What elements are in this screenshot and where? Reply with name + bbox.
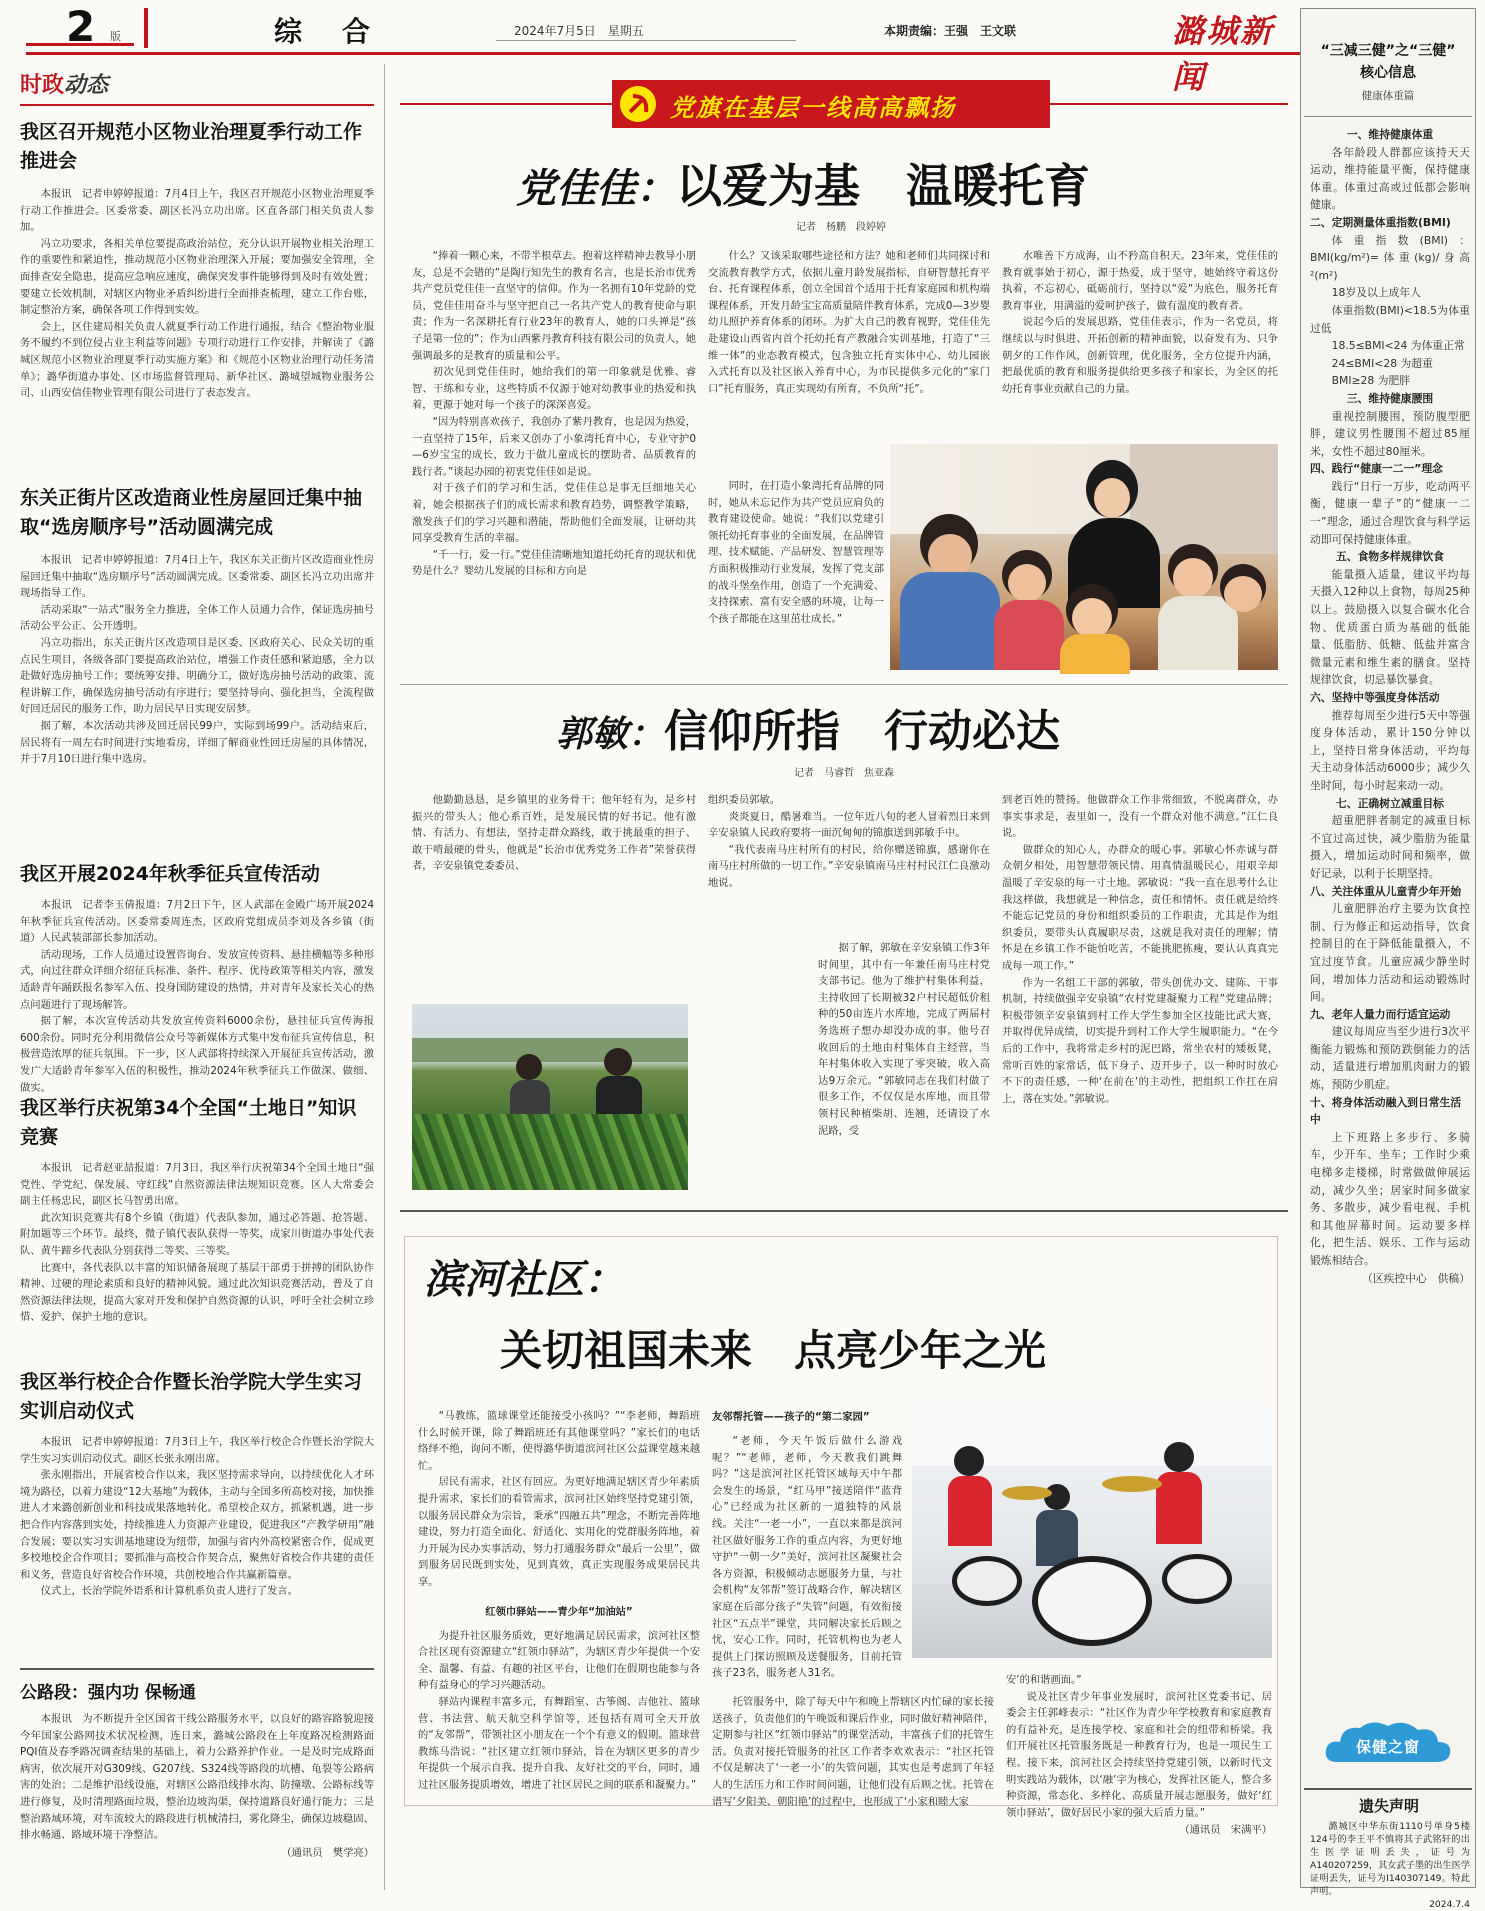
item-text: 24≤BMI<28 为超重 [1331,356,1433,370]
paragraph: 托管服务中，除了每天中午和晚上帮辖区内忙碌的家长接送孩子，负责他们的午晚饭和课后作业，同时做好精神陪伴，定期参与社区“红领巾驿站”的课堂活动，丰富孩子们的托管生活。负责对接托管服务的社区工作者李欢欢表示：“社区托管不仅是解决了‘一老一小’的失管问题，其实也是考虑到了年轻人的生活压力和工作时间问题，让他们没有后顾之忧。托管在谱写‘夕阳美、朝阳艳’的过程中，也形成了‘小家和睦大家 [712,1696,994,1808]
story2-col1 [412,792,696,875]
column-heading-black: 动态 [64,72,109,98]
item-heading: 九、老年人量力而行适宜运动 [1310,1007,1451,1021]
item-heading: 三、维持健康腰围 [1346,391,1434,405]
paragraph: 活动采取“一站式”服务全力推进，全体工作人员通力合作，保证选房抽号活动公平公正、公开透明。 [20,603,374,633]
paragraph: 本报讯 记者申婷婷报道：7月3日上午，我区举行校企合作暨长治学院大学生实习实训启动仪式。副区长张永刚出席。 [20,1436,374,1465]
paragraph: 比赛中，各代表队以丰富的知识储备展现了基层干部勇于拼搏的团队协作精神、过硬的理论素质和良好的精神风貌。通过此次知识竞赛活动，普及了自然资源法律法规，提高大家对开发和保护自然资源的认识，呼吁全社会树立珍惜、爱护、保护土地的意识。 [20,1261,374,1324]
item-heading: 六、坚持中等强度身体活动 [1310,691,1440,704]
article-property-management [20,118,374,402]
article-school-enterprise [20,1368,374,1600]
item-text: BMI≥28 为肥胖 [1331,374,1411,388]
sidebar-header [1304,40,1472,103]
story2-col3 [1002,792,1278,1107]
paragraph: 炎炎夏日，酷暑难当。一位年近八旬的老人冒着烈日来到辛安泉镇人民政府要将一面沉甸甸的锦旗送到郭敏手中。 [708,810,990,840]
paragraph: 会上，区住建局相关负责人就夏季行动工作进行通报，结合《整治物业服务不履约不到位侵占业主利益等问题》专项行动进行工作安排，并解读了《潞城区规范小区物业治理夏季行动实施方案》和《规范小区物业治理行动任务清单》；潞华街道办事处、区市场监督管理局、新华社区、潞城望城物业服务公司、山西安信佳物业管理有限公司进行了表态发言。 [20,320,374,400]
paragraph: 仪式上，长治学院外语系和计算机系负责人进行了发言。 [40,1585,299,1598]
story1-col2a [708,248,990,397]
paragraph: 同时，在打造小象湾托育品牌的同时，她从未忘记作为共产党员应肩负的教育建设使命。她说：“我们以党建引领托幼托育事业的全面发展，在品牌管理、技术赋能、产品研发、智慧管理等方面积极推动行业发展，发挥了党支部的战斗堡垒作用，创造了一个充满爱、支持探索、富有安全感的环境，让每一个孩子都能在这里茁壮成长。” [708,480,884,625]
story1-person: 党佳佳： [516,165,676,212]
story3-org: 滨河社区： [424,1256,624,1303]
story2-col2b [818,940,990,1139]
item-heading: 五、食物多样规律饮食 [1336,550,1444,564]
article-title: 东关正街片区改造商业性房屋回迁集中抽取“选房顺序号”活动圆满完成 [20,487,363,538]
editors: 本期责编：王强 王文联 [884,24,1017,38]
column-heading [20,68,108,99]
sidebar-subtitle: 核心信息 [1360,65,1416,81]
article-land-day-quiz [20,1094,374,1326]
item-text: 超重肥胖者制定的减重目标不宜过高过快，减少脂肪为能量摄入，增加运动时间和频率，做好记录，以利于长期坚持。 [1310,814,1470,880]
story1-col2b [708,478,884,627]
story3-title: 关切祖国未来 点亮少年之光 [500,1326,1047,1375]
photo-music-class [912,1406,1272,1658]
paragraph: 张永刚指出，开展省校合作以来，我区坚持需求导向，以持续优化人才环境为路径，以着力建设“12大基地”为载体，主动与全国多所高校对接，加快推进人才来潞创新创业和科技成果落地转化。希望校企双方，抓紧机遇，进一步把合作内容落到实处，持续推进人力资源产业建设，促进我区“产教学研用”融合发展；要以实习实训基地建设为纽带，加强与省内外高校紧密合作，促成更多校地校企合作项目；要抓准与高校合作契合点，聚焦好省校合作共建的责任和义务，营造良好省校合作环境，共创校地合作共赢新篇章。 [20,1469,374,1581]
subheading: 友邻帮托管——孩子的“第二家园” [712,1411,870,1423]
paragraph: 居民有需求，社区有回应。为更好地满足辖区青少年素质提升需求，家长们的看管需求，滨河社区始终坚持党建引领，以服务居民群众为宗旨，秉承“四融五共”理念，不断完善阵地建设，努力打造全面化、舒适化、实用化的党群服务阵地，着力开展为民办实事活动，努力打通服务群众“最后一公里”，做到服务居民既到实处，见到真效，真正实现服务成果居民共享。 [418,1476,700,1588]
banner-text: 党旗在基层一线高高飘扬 [670,93,956,122]
credit: （区疾控中心 供稿） [1362,1271,1470,1285]
paragraph: 本报讯 记者申婷婷报道：7月4日上午，我区召开规范小区物业治理夏季行动工作推进会。区委常委、副区长冯立功出席。区直各部门相关负责人参加。 [20,188,374,234]
paragraph: 驿站内课程丰富多元，有舞蹈室、古筝阁、吉他社、篮球营、书法营、航天航空科学馆等，还包括有周可全天开放的“友邻帮”，带领社区小朋友在一个个有意义的假期。篮球营教练马浩说：“社区建立红领巾驿站，旨在为辖区更多的青少年提供一个展示自我、提升自我、友好社交的平台，同时，通过社区服务提质增效，增进了社区居民之间的联系和凝聚力。” [418,1695,700,1791]
story2-byline: 记者 马睿哲 焦亚森 [794,768,894,779]
health-window-logo [1320,1716,1456,1772]
item-heading: 四、践行“健康一二一”理念 [1310,462,1443,476]
article-title: 公路段：强内功 保畅通 [20,1683,196,1703]
paragraph: 安’的和谐画面。” [1006,1674,1082,1686]
item-heading: 十、将身体活动融入到日常生活中 [1310,1095,1462,1127]
item-text: 上下班路上多步行、多骑车，少开车、坐车；工作时少乘电梯多走楼梯，时常做做伸展运动，减少久坐；居家时间多做家务、多散步，减少看电视、手机和其他屏幕时间。运动要多样化，把生活、娱乐、工作与运动锻炼相结合。 [1310,1130,1470,1267]
paragraph: “千一行，爱一行。”党佳佳清晰地知道托幼托育的现状和优势是什么？婴幼儿发展的目标和方向是 [412,548,696,578]
item-text: 体重指数(BMI)<18.5为体重过低 [1310,303,1470,335]
item-text: 18.5≤BMI<24 为体重正常 [1331,339,1465,353]
paragraph: 初次见到党佳佳时，她给我们的第一印象就是优雅、睿智、干练和专业，这些特质不仅源于她对幼教事业的热爱和执着，更源于她对每一个孩子的深深喜爱。 [412,366,696,412]
article-relocation-lottery [20,484,374,768]
health-items [1310,126,1470,1287]
paragraph: 做群众的知心人，办群众的暖心事。郭敏心怀赤诚与群众朝夕相处，用智慧带领民情、用真情温暖民心，用艰辛却温暖了辛安泉的每一寸土地。郭敏说：“我一直在思考什么让我这样做，我想就是一种信念，责任和情怀。责任就是给终不能忘记党员的身份和组织委员的工作职责，尤其是作为组织委员，要带头认真履职尽责，这就是我对责任的理解；情怀是在乡镇工作不能怕吃苦，不能挑肥拣瘦，要认认真真完成每一项工作。” [1002,843,1278,972]
lost-notice [1308,1794,1470,1818]
sidebar-source: 健康体重篇 [1361,90,1415,102]
paragraph: 据了解，本次宣传活动共发放宣传资料6000余份，悬挂征兵宣传海报600余份。同时充分利用微信公众号等新媒体方式集中发布征兵宣传信息，积极营造浓厚的征兵氛围。下一步，区人武部将持续深入开展征兵宣传活动，激发广大适龄青年参军入伍的积极性，推动2024年秋季征兵工作做深、做细、做实。 [20,1015,374,1094]
paragraph: 作为一名组工干部的郭敏，带头创优办文、建陈、干事机制，持续做强辛安泉镇“农村党建凝聚力工程”党建品牌；积极带领辛安泉镇到村工作大学生参加全区技能比武大赛，并取得优异成绩，切实提升到村工作大学生履职能力。“在今后的工作中，我将常走乡村的泥巴路，常坐农村的矮板凳，常听百姓的家常话，低下身子、迈开步子，以一种时时放心不下的责任感，一种‘在前在’的主动性，把组织工作扛在肩上，落在实处。”郭敏说。 [1002,976,1278,1105]
item-text: 重视控制腰围，预防腹型肥胖，建议男性腰围不超过85厘米，女性不超过80厘米。 [1310,409,1470,458]
article-title: 我区召开规范小区物业治理夏季行动工作推进会 [20,121,363,172]
article-road-maintenance [20,1678,374,1859]
paragraph: 本报讯 记者申婷婷报道：7月4日上午，我区东关正街片区改造商业性房屋回迁集中抽取“选房顺序号”活动圆满完成。区委常委、副区长冯立功出席并现场指导工作。 [20,554,374,600]
party-banner [612,80,1050,128]
photo-childcare-classroom [890,444,1278,670]
paragraph: “老师，今天午饭后做什么游戏呢？”“老师，老师，今天教我们跳舞吗？”这是滨河社区托管区域每天中午都会发生的场景，“红马甲”接送陪伴“蓝背心”已经成为社区新的一道独特的风景线。关注“一老一小”，一直以来都是滨河社区做好服务工作的重点内容，为更好地守护“一朝一夕”美好，滨河社区凝聚社会各方资源，积极倾动志愿服务力量，与社会机构“友邻帮”签订战略合作，解决辖区家庭在后部分孩子“失管”问题，有效衔接社区“五点半”课堂，共同解决家长后顾之忧，安心工作。同时，托管机构也为老人提供上门探访照顾及送餐服务，目前托管孩子23名，服务老人31名。 [712,1435,902,1680]
item-text: 体重指数(BMI)：BMI(kg/m²)=体重(kg)/身高²(m²) [1310,233,1470,282]
paragraph: 到老百姓的赞扬。他做群众工作非常细致，不脱离群众，办事实事求是，表里如一，没有一个群众对他不满意。”江仁良说。 [1002,794,1278,840]
section-title: 综 合 [274,15,377,48]
article-title: 我区举行庆祝第34个全国“土地日”知识竞赛 [20,1097,357,1148]
story3-col3 [1006,1672,1272,1836]
issue-date: 2024年7月5日 星期五 [514,24,644,38]
paragraph: 他勤勤恳恳，是乡镇里的业务骨干；他年轻有为，是乡村振兴的带头人；他心系百姓，是发展民情的好书记。他有激情、有活力、有想法，坚持走群众路线，敢于挑最重的担子、敢干啃最硬的骨头，他就是“长治市优秀党务工作者”荣誉获得者，辛安泉镇党委委员、 [412,794,696,873]
paragraph: 活动现场，工作人员通过设置咨询台、发放宣传资料、悬挂横幅等多种形式，向过往群众详细介绍征兵标准、条件、程序、优待政策等相关内容，激发适龄青年踊跃报名参军入伍、投身国防建设的热情，并对青年及家长关心的热点问题进行了现场解答。 [20,948,374,1011]
paragraph: “捧着一颗心来，不带半根草去。抱着这样精神去教导小朋友，总是不会错的”是陶行知先生的教育名言，也是长治市优秀共产党员党佳佳一直坚守的信仰。作为一名拥有10年党龄的党员，党佳佳用奋斗与坚守把自己一名共产党人的教育使命与职责；作为一名深耕托育行业23年的教育人，她的口头禅是“孩子是第一位的”；作为山西紫丹教育科技有限公司的负责人，她强调最多的是教育的质量和公平。 [412,250,696,362]
notice-date: 2024.7.4 [1429,1899,1470,1910]
paragraph: 说起今后的发展思路，党佳佳表示，作为一名党员，将继续以与时俱进、开拓创新的精神面貌，以奋发有为、只争朝夕的工作作风，创新管理，优化服务，全方位提升内涵，把最优质的教育和服务提供给更多孩子和家长，为全区的托幼托育事业贡献自己的力量。 [1002,316,1278,395]
notice-title: 遗失声明 [1358,1797,1419,1815]
paragraph: “我代表南马庄村所有的村民，给你赠送锦旗，感谢你在南马庄村所做的一切工作。”辛安泉镇南马庄村村民江仁良激动地说。 [708,843,990,889]
party-emblem-icon [620,86,656,122]
sidebar-title: “三减三健”之“三健” [1320,43,1456,59]
subheading: 红领巾驿站——青少年“加油站” [485,1605,633,1618]
paragraph: 此次知识竞赛共有8个乡镇（街道）代表队参加，通过必答题、抢答题、附加题等三个环节。最终，微子镇代表队获得一等奖，成家川街道办事处代表队、黄牛蹄乡代表队分别获得二等奖、三等奖。 [20,1211,374,1257]
story2-col2 [708,792,990,892]
page-number: 2 [66,2,96,51]
item-text: 各年龄段人群都应该持天天运动，维持能量平衡，保持健康体重。体重过高或过低都会影响健康。 [1310,145,1470,212]
left-column [20,68,374,1888]
column-heading-red: 时政 [20,72,65,98]
story2-title: 信仰所指 行动必达 [664,706,1061,757]
notice-body: 潞城区中华东街1110号单身5楼124号的李王平不慎将其子武铭轩的出生医学证明丢失，证号为A140207259，其女武子墨的出生医学证明丢失，证号为I140307149。特此声明。 2024.7.4 [1310,1821,1470,1910]
logo-text: 保健之窗 [1355,1738,1420,1756]
paragraph: “马教练，篮球课堂还能接受小孩吗？”“李老师，舞蹈班什么时候开课，除了舞蹈班还有其他课堂吗？”家长们的电话络绎不绝，询问不断，使得潞华街道滨河社区公益课堂越来越忙。 [418,1410,700,1472]
paragraph: 水唯善下方成海，山不矜高自积天。23年来，党佳佳的教育就事始于初心，源于热爱，成于坚守，她始终守着这份执着，不忘初心，砥砺前行，坚持以“爱”为底色，服务托育教育事业，用满溢的爱呵护孩子，做有温度的教育者。 [1002,250,1278,312]
page-suffix: 版 [110,30,121,43]
story1-byline: 记者 杨鹏 段婷婷 [796,222,886,233]
story1-col1 [412,248,696,580]
story2-headline [556,695,1256,765]
item-text: 儿童肥胖治疗主要为饮食控制、行为修正和运动指导，饮食控制目的在于降低能量摄入，不宜过度节食。儿童应减少静坐时间，增加体力活动和运动锻炼时间。 [1310,902,1470,1004]
paragraph: 说及社区青少年事业发展时，滨河社区党委书记、居委会主任郭峰表示：“社区作为青少年学校教育和家庭教育的有益补充，是连接学校、家庭和社会的纽带和桥梁。我们开展社区托管服务既是一种教育行为，也是一项民生工程。接下来，滨河社区会持续坚持党建引领，以新时代文明实践站为载体，以‘融’字为核心，发挥社区能人，整合多种资源，常态化、多样化、高质量开展志愿服务，做好‘红领巾驿站’，做好居民小家的强大后盾力量。” [1006,1690,1272,1819]
item-text: 18岁及以上成年人 [1331,286,1421,300]
paragraph: 冯立功要求，各相关单位要提高政治站位，充分认识开展物业相关治理工作的重要性和紧迫性，推动规范小区物业治理深入开展；要加强安全管理，全面排查安全隐患，提高应急响应速度，确保突发事件能够得到及时有效处置；要建立长效机制，对辖区内物业矛盾纠纷进行全面排查梳理，建立工作台账，制定整治方案，确保各项工作得到实效。 [20,237,374,317]
story1-title: 以爱为基 温暖托育 [676,159,1090,213]
photo-cornfield [412,1004,688,1190]
paragraph: 本报讯 记者赵亚喆报道：7月3日，我区举行庆祝第34个全国土地日“强党性、学党纪、保发展、守红线”自然资源法律法规知识竞赛。区人大常委会副主任杨忠民，副区长马智勇出席。 [20,1162,374,1208]
paragraph: 据了解，本次活动共涉及回迁居民99户，实际到场99户。活动结束后，居民将有一周左右时间进行实地看房，详细了解商业性回迁房屋的具体情况，并于7月10日进行集中选房。 [20,719,374,766]
article-title: 我区举行校企合作暨长治学院大学生实习实训启动仪式 [20,1371,363,1422]
paragraph: 组织委员郭敏。 [708,794,781,806]
item-text: 建议每周应当至少进行3次平衡能力锻炼和预防跌倒能力的活动，适量进行增加肌肉耐力的锻炼，预防少肌症。 [1310,1025,1470,1092]
paragraph: 本报讯 为不断提升全区国省干线公路服务水平，以良好的路容路貌迎接今年国家公路网技术状况检测，连日来，潞城公路段在上年度路况检测路面PQI值及春季路况调查结果的基础上，着力公路养护作业。一是及时完成路面病害，依次展开对G309线、G207线、S324线等路段的坑槽、龟裂等公路病害的处治；二是维护沿线设施，对辖区公路沿线排水沟、防撞墩、公路标线等进行修复，及时清理路面垃圾，整治边坡沟渠，保持道路良好通行能力；三是整治路域环境，对车流较大的路段进行机械清扫，雾化降尘，确保边坡稳固、排水畅通、路域环境干净整洁。 [20,1713,374,1842]
item-text: 能量摄入适量，建议平均每天摄入12种以上食物，每周25种以上。鼓励摄入以复合碳水化合物、优质蛋白质为基础的低能量、低脂肪、低糖、低盐并富含微量元素和维生素的膳食。坚持规律饮食，切忌暴饮暴食。 [1310,567,1470,687]
item-text: 践行“日行一万步，吃动两平衡，健康一辈子”的“健康一二一”理念，通过合理饮食与科学运动即可保持健康体重。 [1310,479,1470,546]
paragraph: 本报讯 记者李玉倩报道：7月2日下午，区人武部在金殿广场开展2024年秋季征兵宣传活动。区委常委周连杰，区政府党组成员李刘及各乡镇（街道）人民武装部部长参加活动。 [20,899,374,945]
item-heading: 七、正确树立减重目标 [1336,796,1444,810]
paragraph: “因为特别喜欢孩子，我创办了紫丹教育，也是因为热爱，一直坚持了15年，后来又创办了小象湾托育中心，专业守护0—6岁宝宝的成长，致力于做儿童成长的摆助者、品质教育的践行者。”谈起办园的初衷党佳佳如是说。 [412,415,696,478]
story2-person: 郭敏： [556,713,665,755]
paper-logo: 潞城新闻 [1172,12,1275,96]
story3-col2-bottom [712,1694,994,1810]
paragraph: 什么？又该采取哪些途径和方法？她和老师们共同探讨和交流教育教学方式，依据儿童月龄发展指标，自研智慧托育平台、托育课程体系，创立全国首个适用于托育家庭园和机构端课程体系，开发月龄宝宝高质量陪伴教育体系，完成0—3岁婴幼儿照护养育体系的闭环。为扩大自己的教育视野，党佳佳先赴建设山西省内首个托幼托育产教融合实训基地，打造了“三维一体”的业态教育模式，包含独立托育实体中心、幼儿园嵌入式托育以及社区嵌入养育中心，为市民提供多元化的“家门口”托育服务，真正实现幼有所育，不负所“托”。 [708,250,990,395]
paragraph: 为提升社区服务质效，更好地满足居民需求，滨河社区整合社区现有资源建立“红领巾驿站”，为辖区青少年提供一个安全、温馨、有益、有趣的社区平台，让他们在假期也能参与各种有益身心的学习兴趣活动。 [418,1629,700,1692]
paragraph: 据了解，郭敏在辛安泉镇工作3年时间里，其中有一年兼任南马庄村党支部书记。他为了维护村集体利益，主持收回了长期被32户村民超低价租种的50亩连片水库地，完成了两届村务选班子想办却没办成的事。他号召收回后的土地由村集体自主经营，当年村集体收入实现了零突破，收入高达9万余元。“郭敏同志在我们村做了很多工作，不仅仅是水库地，而且带领村民种植柴胡、连翘，还请设了水泥路，受 [818,942,990,1137]
story3-col1 [418,1408,700,1793]
article-title: 我区开展2024年秋季征兵宣传活动 [20,863,320,885]
article-recruitment [20,860,374,1096]
story1-col3 [1002,248,1278,397]
story3-col2 [712,1408,902,1682]
credit: （通讯员 宋满平） [1179,1824,1272,1837]
item-heading: 二、定期测量体重指数(BMI) [1310,215,1451,229]
paragraph: 对于孩子们的学习和生活，党佳佳总是事无巨细地关心着，她会根据孩子们的成长需求和教育趋势，调整教学策略，激发孩子们的学习兴趣和潜能，帮助他们全面发展，让研幼共同享受教育生活的幸福。 [412,482,696,545]
paragraph: 冯立功指出，东关正街片区改造项目是区委、区政府关心、民众关切的重点民生项目，各级各部门要提高政治站位，增强工作责任感和紧迫感，全力以赴做好选房抽号工作；要统筹安排、明确分工，做好选房抽号活动的政策、流程讲解工作，确保选房抽号活动有序进行；要坚持导向、强化担当，全流程做好回迁居民的服务工作，助力居民早日实现安居梦。 [20,636,374,716]
item-text: 推荐每周至少进行5天中等强度身体活动，累计150分钟以上，坚持日常身体活动，平均每天主动身体活动6000步；减少久坐时间，每小时起来动一动。 [1310,708,1470,792]
item-heading: 一、维持健康体重 [1346,128,1434,141]
item-heading: 八、关注体重从儿童青少年开始 [1310,884,1462,898]
credit: （通讯员 樊学亮） [281,1846,374,1859]
